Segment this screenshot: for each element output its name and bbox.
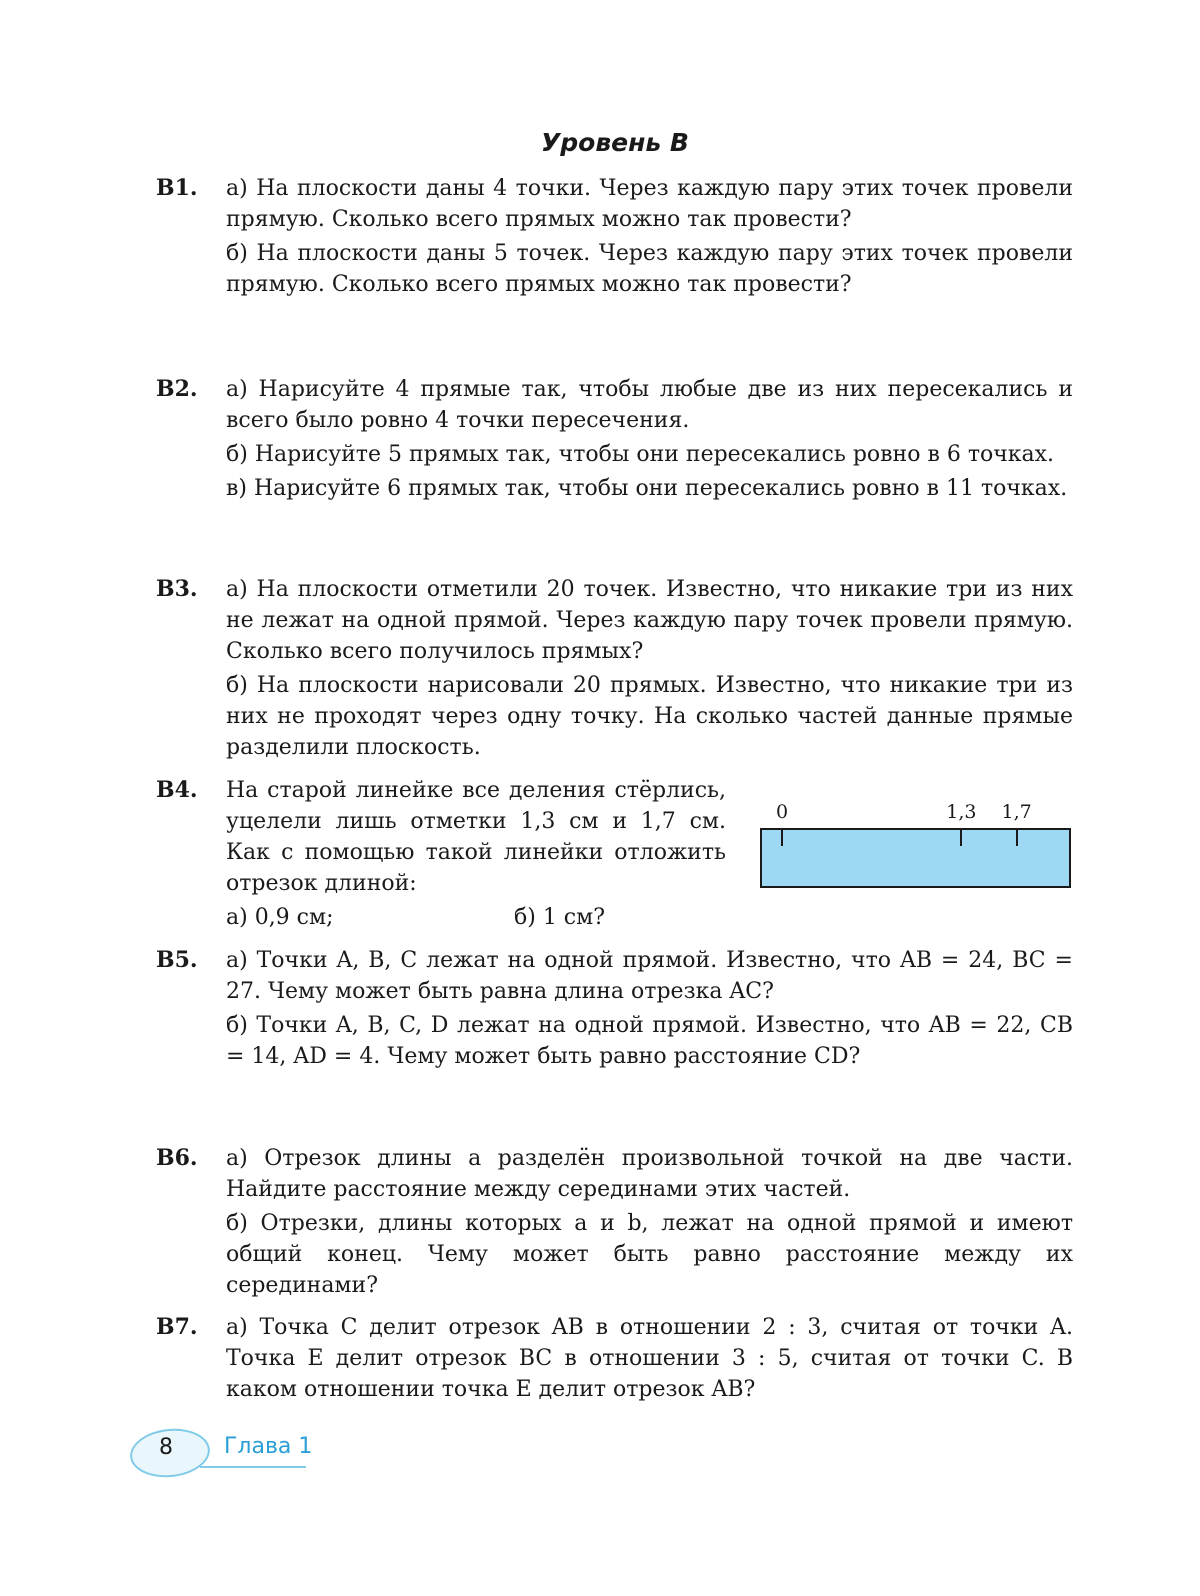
problem-part-a: а) 0,9 см; <box>226 905 334 930</box>
problem-number: B4. <box>156 777 198 803</box>
problem-number: B7. <box>156 1314 198 1340</box>
ruler-body <box>760 828 1071 888</box>
problem-part-b: б) Нарисуйте 5 прямых так, чтобы они пересекались ровно в 6 точках. <box>226 442 1055 467</box>
footer-underline <box>200 1466 306 1468</box>
problem-part-c: в) Нарисуйте 6 прямых так, чтобы они пересекались ровно в 11 точках. <box>226 476 1068 501</box>
page-number: 8 <box>159 1435 173 1460</box>
problem-part-b: б) 1 см? <box>514 905 606 930</box>
problem-number: B2. <box>156 376 198 402</box>
ruler-tick-label: 1,3 <box>946 801 977 823</box>
ruler-tick-label: 0 <box>775 801 789 823</box>
problem-number: B3. <box>156 576 198 602</box>
section-heading: Уровень В <box>541 128 689 157</box>
problem-text: На старой линейке все деления стёрлись, уцелели лишь отметки 1,3 см и 1,7 см. Как с помощью такой линейки отложить отрезок длиной: <box>226 778 726 896</box>
problem-part-a: а) Нарисуйте 4 прямые так, чтобы любые две из них пересекались и всего было ровно 4 точки пересечения. <box>226 377 1073 433</box>
problem-part-b: б) Точки A, B, C, D лежат на одной прямой. Известно, что AB = 22, CB = 14, AD = 4. Чему может быть равно расстояние CD? <box>226 1013 1073 1069</box>
chapter-label: Глава 1 <box>224 1434 313 1459</box>
problem-part-a: а) Точка C делит отрезок AB в отношении 2 : 3, считая от точки A. Точка E делит отрезок BC в отношении 3 : 5, считая от точки C. В каком отношении точка E делит отрезок AB? <box>226 1315 1073 1402</box>
ruler-tick-label: 1,7 <box>1001 801 1032 823</box>
problem-part-a: а) На плоскости отметили 20 точек. Известно, что никакие три из них не лежат на одной прямой. Через каждую пару точек провели прямую. Сколько всего получилось прямых? <box>226 577 1073 664</box>
ruler-figure <box>760 796 1074 892</box>
problem-part-a: а) Точки A, B, C лежат на одной прямой. Известно, что AB = 24, BC = 27. Чему может быть равна длина отрезка AC? <box>226 948 1073 1004</box>
problem-part-b: б) Отрезки, длины которых a и b, лежат на одной прямой и имеют общий конец. Чему может быть равно расстояние между их серединами? <box>226 1211 1073 1298</box>
problem-part-b: б) На плоскости нарисовали 20 прямых. Известно, что никакие три из них не проходят через одну точку. На сколько частей данные прямые разделили плоскость. <box>226 673 1073 760</box>
problem-number: B5. <box>156 947 198 973</box>
ruler-tick <box>781 828 783 846</box>
problem-number: B1. <box>156 175 198 201</box>
ruler-tick <box>1016 828 1018 846</box>
problem-number: B6. <box>156 1145 198 1171</box>
problem-part-b: б) На плоскости даны 5 точек. Через каждую пару этих точек провели прямую. Сколько всего прямых можно так провести? <box>226 241 1073 297</box>
problem-part-a: а) Отрезок длины a разделён произвольной точкой на две части. Найдите расстояние между серединами этих частей. <box>226 1146 1073 1202</box>
ruler-tick <box>960 828 962 846</box>
problem-part-a: а) На плоскости даны 4 точки. Через каждую пару этих точек провели прямую. Сколько всего прямых можно так провести? <box>226 176 1073 232</box>
